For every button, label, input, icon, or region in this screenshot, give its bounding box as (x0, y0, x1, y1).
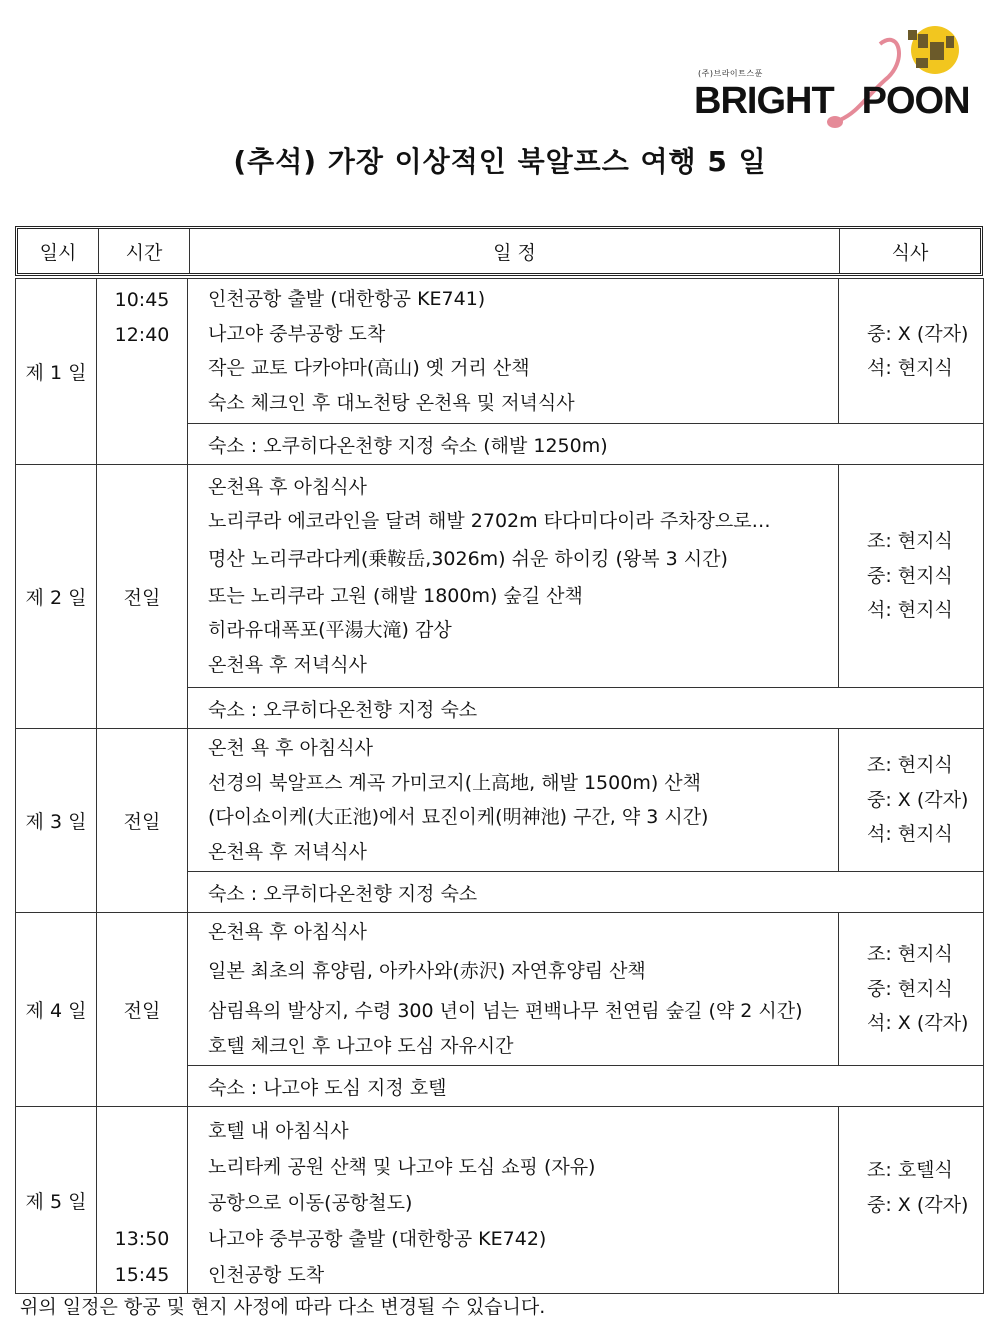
company-logo (690, 22, 970, 132)
schedule-cell (188, 1107, 839, 1294)
meal-line: 석: 현지식 (867, 599, 953, 622)
time-value: 전일 (97, 465, 188, 729)
table-row (16, 465, 984, 688)
time-value (97, 1185, 187, 1221)
day-label: 제 2 일 (16, 465, 97, 729)
header-time: 시간 (99, 229, 190, 273)
schedule-line: 숙소 체크인 후 대노천탕 온천욕 및 저녁식사 (208, 391, 575, 414)
time-value (97, 1113, 187, 1149)
meal-line: 중: X (각자) (867, 322, 969, 345)
schedule-line: 호텔 체크인 후 나고야 도심 자유시간 (208, 1035, 514, 1057)
schedule-line: 선경의 북알프스 계곡 가미코지(上高地, 해발 1500m) 산책 (208, 771, 701, 794)
time-cell (97, 279, 188, 465)
time-value: 전일 (97, 729, 188, 913)
meal-line: 조: 현지식 (867, 530, 953, 553)
footnote: 위의 일정은 항공 및 현지 사정에 따라 다소 변경될 수 있습니다. (20, 1296, 546, 1318)
schedule-line: 호텔 내 아침식사 (208, 1120, 349, 1142)
table-row (16, 913, 984, 1066)
schedule-line: 공항으로 이동(공항철도) (208, 1192, 413, 1214)
time-value: 13:50 (114, 1228, 170, 1250)
day-label: 제 1 일 (16, 279, 97, 465)
time-cell (97, 1107, 188, 1294)
header-meal: 식사 (891, 241, 929, 264)
table-row (16, 279, 984, 424)
schedule-line: 히라유대폭포(平湯大滝) 감상 (208, 619, 452, 642)
time-value: 12:40 (114, 323, 170, 346)
meal-line: 중: X (각자) (867, 788, 969, 811)
meal-cell (839, 729, 984, 872)
meal-cell (839, 1107, 984, 1294)
schedule-cell (188, 913, 839, 1066)
itinerary-table (15, 278, 984, 1294)
hotel-line: 숙소 : 오쿠히다온천향 지정 숙소 (188, 688, 984, 729)
time-value: 10:45 (114, 289, 170, 311)
company-small-name: (주)브라이트스푼 (698, 69, 763, 78)
schedule-line: 일본 최초의 휴양림, 아카사와(赤沢) 자연휴양림 산책 (208, 960, 646, 982)
schedule-line: 온천욕 후 저녁식사 (208, 840, 367, 863)
schedule-line: 온천욕 후 아침식사 (208, 475, 367, 498)
schedule-cell (188, 729, 839, 872)
hotel-line: 숙소 : 오쿠히다온천향 지정 숙소 (해발 1250m) (188, 424, 984, 465)
header-schedule: 일 정 (190, 229, 840, 273)
meal-line: 조: 현지식 (867, 943, 953, 966)
meal-cell (839, 465, 984, 688)
schedule-line: 온천욕 후 아침식사 (208, 920, 367, 943)
meal-line: 중: 현지식 (867, 564, 953, 587)
meal-line: 중: X (각자) (867, 1193, 969, 1216)
day-label: 제 5 일 (16, 1107, 97, 1294)
logo-wordmark (694, 80, 970, 123)
logo-bright: BRIGHT (694, 80, 834, 122)
schedule-cell (188, 279, 839, 424)
hotel-line: 숙소 : 오쿠히다온천향 지정 숙소 (188, 872, 984, 913)
hotel-line: 숙소 : 나고야 도심 지정 호텔 (188, 1066, 984, 1107)
schedule-line: (다이쇼이케(大正池)에서 묘진이케(明神池) 구간, 약 3 시간) (208, 806, 709, 828)
table-row (16, 1107, 984, 1294)
schedule-line: 명산 노리쿠라다케(乗鞍岳,3026m) 쉬운 하이킹 (왕복 3 시간) (208, 547, 728, 570)
time-value: 전일 (97, 913, 188, 1107)
time-value (97, 1149, 187, 1185)
schedule-cell (188, 465, 839, 688)
day-label: 제 3 일 (16, 729, 97, 913)
schedule-line: 삼림욕의 발상지, 수령 300 년이 넘는 편백나무 천연림 숲길 (약 2 시간) (208, 1000, 803, 1022)
table-header (15, 226, 983, 276)
day-label: 제 4 일 (16, 913, 97, 1107)
schedule-line: 인천공항 도착 (208, 1264, 325, 1286)
table-row (16, 729, 984, 872)
meal-line: 석: 현지식 (867, 357, 953, 379)
schedule-line: 온천 욕 후 아침식사 (208, 737, 373, 759)
meal-line: 석: X (각자) (867, 1012, 969, 1035)
schedule-line: 또는 노리쿠라 고원 (해발 1800m) 숲길 산책 (208, 584, 583, 607)
time-value: 15:45 (114, 1264, 170, 1286)
schedule-line: 인천공항 출발 (대한항공 KE741) (208, 288, 486, 310)
meal-line: 석: 현지식 (867, 823, 953, 846)
meal-cell (839, 279, 984, 424)
logo-poon: POON (861, 80, 970, 122)
schedule-line: 온천욕 후 저녁식사 (208, 653, 367, 676)
header-day: 일시 (18, 229, 99, 273)
meal-cell (839, 913, 984, 1066)
page-title: (추석) 가장 이상적인 북알프스 여행 5 일 (233, 145, 767, 178)
schedule-line: 작은 교토 다카야마(高山) 옛 거리 산책 (208, 357, 530, 379)
schedule-line: 노리쿠라 에코라인을 달려 해발 2702m 타다미다이라 주차장으로… (208, 510, 771, 533)
schedule-line: 나고야 중부공항 출발 (대한항공 KE742) (208, 1228, 547, 1250)
meal-line: 조: 현지식 (867, 754, 953, 777)
meal-line: 조: 호텔식 (867, 1159, 953, 1181)
meal-line: 중: 현지식 (867, 977, 953, 1000)
schedule-line: 나고야 중부공항 도착 (208, 322, 386, 345)
schedule-line: 노리타케 공원 산책 및 나고야 도심 쇼핑 (자유) (208, 1156, 596, 1178)
